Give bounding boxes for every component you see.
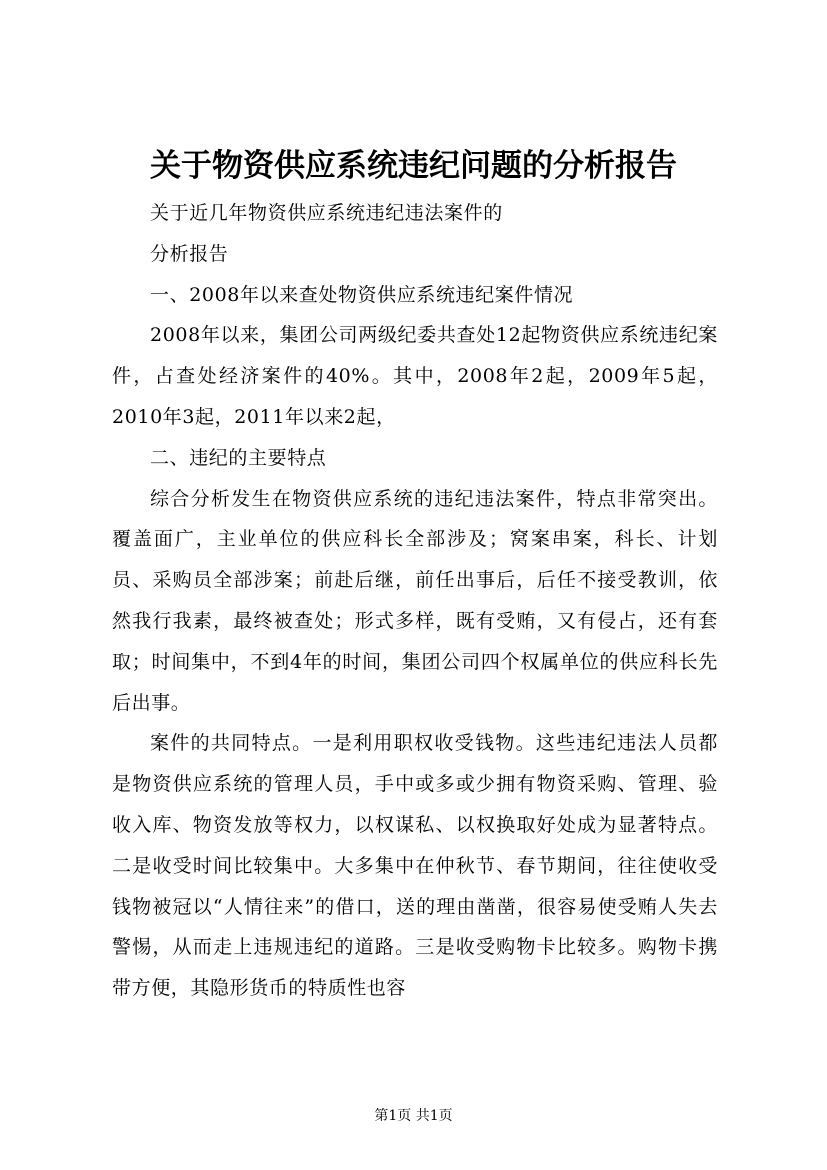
subtitle-line-2: 分析报告 xyxy=(150,242,229,265)
section-heading-2: 二、违纪的主要特点 xyxy=(150,446,327,469)
document-title: 关于物资供应系统违纪问题的分析报告 xyxy=(150,148,677,184)
paragraph-features: 综合分析发生在物资供应系统的违纪违法案件，特点非常突出。覆盖面广，主业单位的供应科长全部涉及；窝案串案，科长、计划员、采购员全部涉案；前赴后继，前任出事后，后任不接受教训，依然我行我素，最终被查处；形式多样，既有受贿，又有侵占，还有套取；时间集中，不到4年的时间，集团公司四个权属单位的供应科长先后出事。 xyxy=(112,487,718,714)
page-footer: 第1页 共1页 xyxy=(374,1108,453,1124)
paragraph-common-features: 案件的共同特点。一是利用职权收受钱物。这些违纪违法人员都是物资供应系统的管理人员，手中或多或少拥有物资采购、管理、验收入库、物资发放等权力，以权谋私、以权换取好处成为显著特点。二是收受时间比较集中。大多集中在仲秋节、春节期间，往往使收受钱物被冠以“人情往来”的借口，送的理由凿凿，很容易使受贿人失去警惕，从而走上违规违纪的道路。三是收受购物卡比较多。购物卡携带方便，其隐形货币的特质性也容 xyxy=(112,732,718,1000)
paragraph-statistics: 2008年以来，集团公司两级纪委共查处12起物资供应系统违纪案件，占查处经济案件的40%。其中，2008年2起，2009年5起，2010年3起，2011年以来2起， xyxy=(112,324,718,428)
document-body xyxy=(112,193,718,1009)
subtitle-line-1: 关于近几年物资供应系统违纪违法案件的 xyxy=(150,202,503,224)
section-heading-1: 一、2008年以来查处物资供应系统违纪案件情况 xyxy=(150,283,574,306)
